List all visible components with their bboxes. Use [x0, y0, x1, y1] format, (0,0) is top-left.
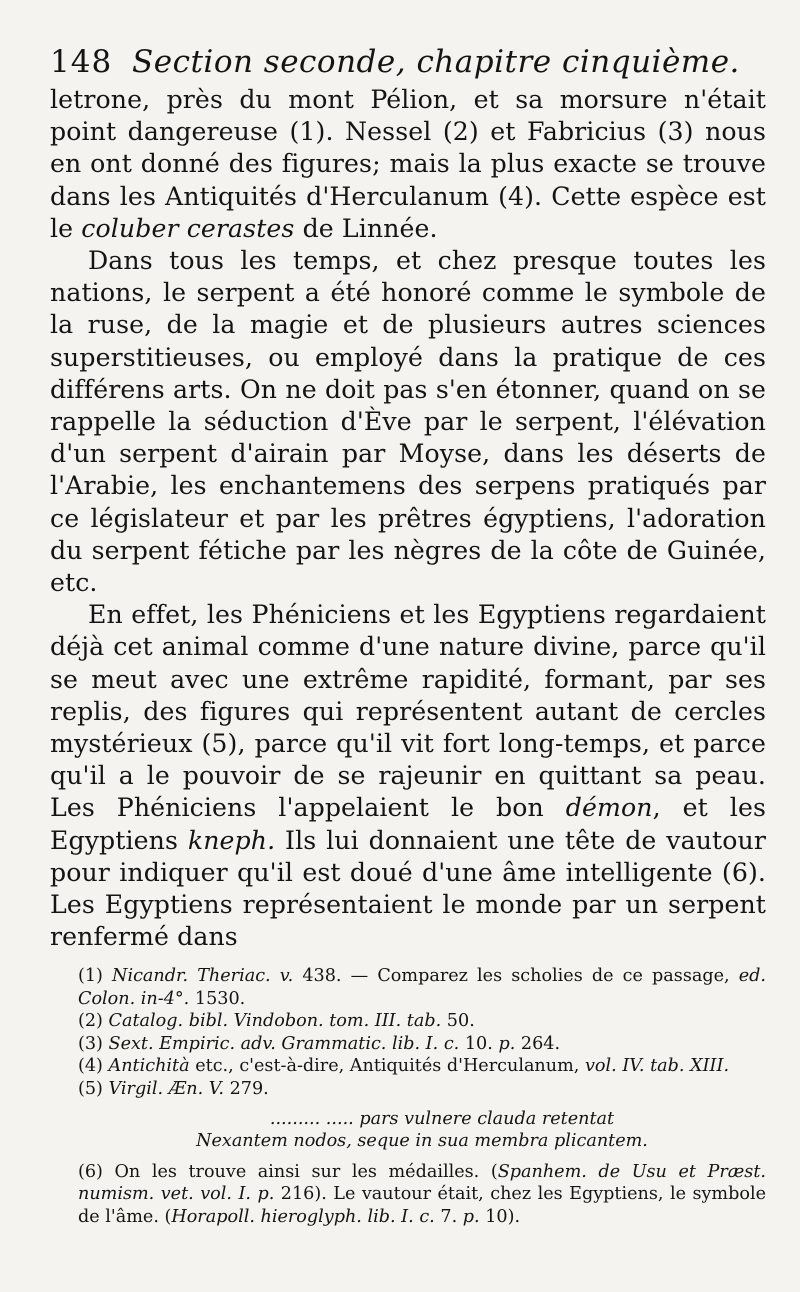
paragraph-1: letrone, près du mont Pélion, et sa morsure n'était point dangereuse (1). Nessel (2) et Fabricius (3) nous en ont donné des figures; mais la plus exacte se trouve dans les Antiquités d'Herculanum (4). Cette espèce est le coluber cerastes de Linnée.: [50, 85, 766, 243]
footnote-6: (6) On les trouve ainsi sur les médailles. (Spanhem. de Usu et Præst. numism. vet. vol. I. p. 216). Le vautour était, chez les Egyptiens, le symbole de l'âme. (Horapoll. hieroglyph. lib. I. c. 7. p. 10).: [78, 1161, 767, 1227]
verse-line-1: ......... ..... pars vulnere clauda retentat: [269, 1108, 615, 1129]
main-text: [50, 84, 766, 953]
paragraph-2: Dans tous les temps, et chez presque toutes les nations, le serpent a été honoré comme le symbole de la ruse, de la magie et de plusieurs autres sciences superstitieuses, ou employé dans la pratique de ces différens arts. On ne doit pas s'en étonner, quand on se rappelle la séduction d'Ève par le serpent, l'élévation d'un serpent d'airain par Moyse, dans les déserts de l'Arabie, les enchantemens des serpens pratiqués par ce législateur et par les prêtres égyptiens, l'adoration du serpent fétiche par les nègres de la côte de Guinée, etc.: [50, 246, 766, 598]
footnote-4: (4) Antichità etc., c'est-à-dire, Antiquités d'Herculanum, vol. IV. tab. XIII.: [78, 1056, 730, 1077]
paragraph-3: En effet, les Phéniciens et les Egyptiens regardaient déjà cet animal comme d'une nature divine, parce qu'il se meut avec une extrême rapidité, formant, par ses replis, des figures qui représentent autant de cercles mystérieux (5), parce qu'il vit fort long-temps, et parce qu'il a le pouvoir de se rajeunir en quittant sa peau. Les Phéniciens l'appelaient le bon démon, et les Egyptiens kneph. Ils lui donnaient une tête de vautour pour indiquer qu'il est doué d'une âme intelligente (6). Les Egyptiens représentaient le monde par un serpent renfermé dans: [50, 600, 766, 952]
page-header: [50, 42, 766, 82]
verse-line-2: Nexantem nodos, seque in sua membra plicantem.: [196, 1131, 648, 1152]
footnote-3: (3) Sext. Empiric. adv. Grammatic. lib. I. c. 10. p. 264.: [78, 1033, 561, 1054]
footnote-1: (1) Nicandr. Theriac. v. 438. — Comparez les scholies de ce passage, ed. Colon. in-4°. 1530.: [78, 966, 766, 1009]
footnotes: [50, 965, 766, 1227]
verse-quotation: [78, 1108, 766, 1153]
footnote-2: (2) Catalog. bibl. Vindobon. tom. III. tab. 50.: [78, 1011, 475, 1032]
page-number: 148: [50, 44, 113, 80]
footnote-5: (5) Virgil. Æn. V. 279.: [78, 1078, 269, 1099]
running-title: Section seconde, chapitre cinquième.: [132, 44, 740, 80]
